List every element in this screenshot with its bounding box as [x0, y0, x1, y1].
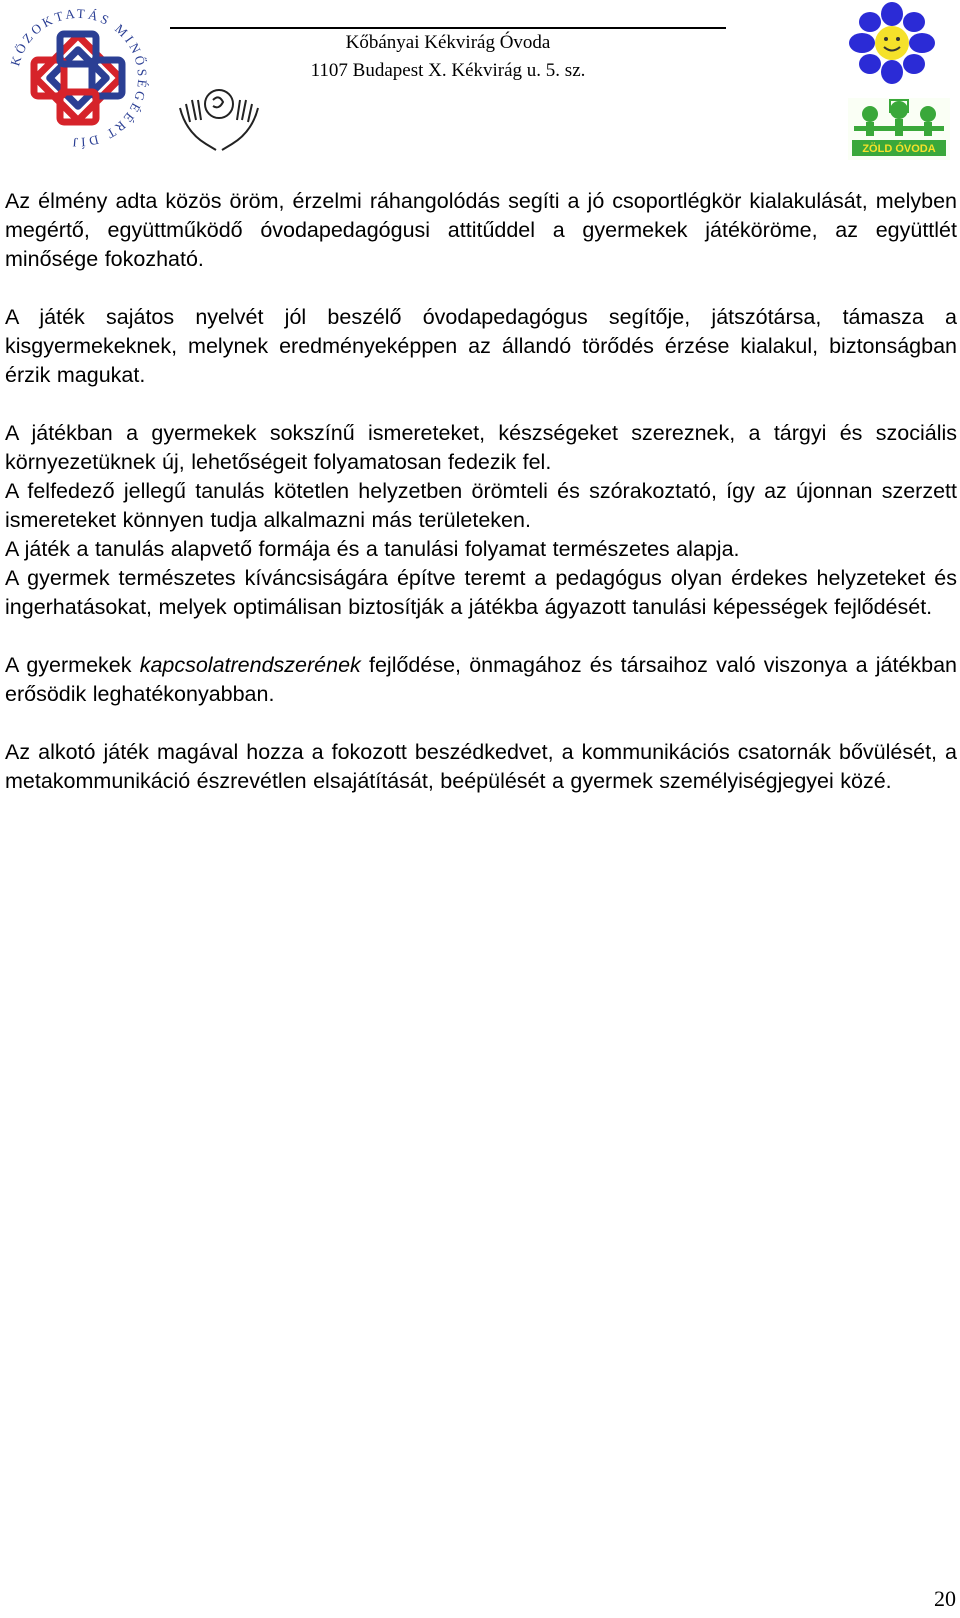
paragraph-1: Az élmény adta közös öröm, érzelmi ráhangolódás segíti a jó csoportlégkör kialakulását, melyben megértő, együttműködő óvodapedagógusi attitűddel a gyermekek játéköröme, az együttlét minősége fokozható.	[5, 189, 957, 271]
header-rule	[170, 27, 726, 29]
paragraph-6: A gyermek természetes kíváncsiságára építve teremt a pedagógus olyan érdekes helyzeteket és ingerhatásokat, melyek optimálisan biztosítják a játékba ágyazott tanulási képességek fejlődését.	[5, 566, 957, 619]
svg-text:KÖZOKTATÁS MINŐSÉGÉÉRT DÍJ	[7, 6, 150, 150]
paragraph-7-end: fejlődése, önmagához és társaihoz való viszonya a játékban erősödik leghatékonyabban.	[5, 653, 957, 706]
paragraph-5: A játék a tanulás alapvető formája és a tanulási folyamat természetes alapja.	[5, 537, 740, 561]
organization-address: 1107 Budapest X. Kékvirág u. 5. sz.	[310, 60, 586, 81]
organization-name: Kőbányai Kékvirág Óvoda	[345, 32, 551, 53]
paragraph-7	[5, 651, 957, 709]
paragraph-3: A játékban a gyermekek sokszínű ismereteket, készségeket szereznek, a tárgyi és szociális környezetüknek új, lehetőségeit folyamatosan fedezik fel.	[5, 421, 957, 474]
paragraph-2: A játék sajátos nyelvét jól beszélő óvodapedagógus segítője, játszótársa, támasza a kisgyermekeknek, melynek eredményeképpen az állandó törődés érzése kialakul, biztonságban érzik magukat.	[5, 305, 957, 387]
paragraph-7-start: A gyermekek	[5, 653, 140, 677]
paragraph-7-emphasis: kapcsolatrendszerének	[139, 653, 361, 677]
document-body	[5, 187, 957, 796]
blue-flower-logo	[836, 2, 948, 84]
page-number: 20	[934, 1586, 956, 1611]
hands-emblem-logo	[176, 86, 262, 152]
green-kindergarten-logo	[848, 98, 950, 160]
page-header	[0, 0, 960, 170]
quality-award-seal-logo	[4, 4, 152, 152]
green-kindergarten-logo-text: ZÖLD ÓVODA	[862, 143, 936, 155]
seal-text: KÖZOKTATÁS MINŐSÉGÉÉRT DÍJ	[7, 5, 151, 151]
paragraph-4: A felfedező jellegű tanulás kötetlen helyzetben örömteli és szórakoztató, így az újonnan szerzett ismereteket könnyen tudja alkalmazni más területeken.	[5, 479, 957, 532]
paragraph-8: Az alkotó játék magával hozza a fokozott beszédkedvet, a kommunikációs csatornák bővülését, a metakommunikáció észrevétlen elsajátítását, beépülését a gyermek személyiségjegyei közé.	[5, 740, 957, 793]
